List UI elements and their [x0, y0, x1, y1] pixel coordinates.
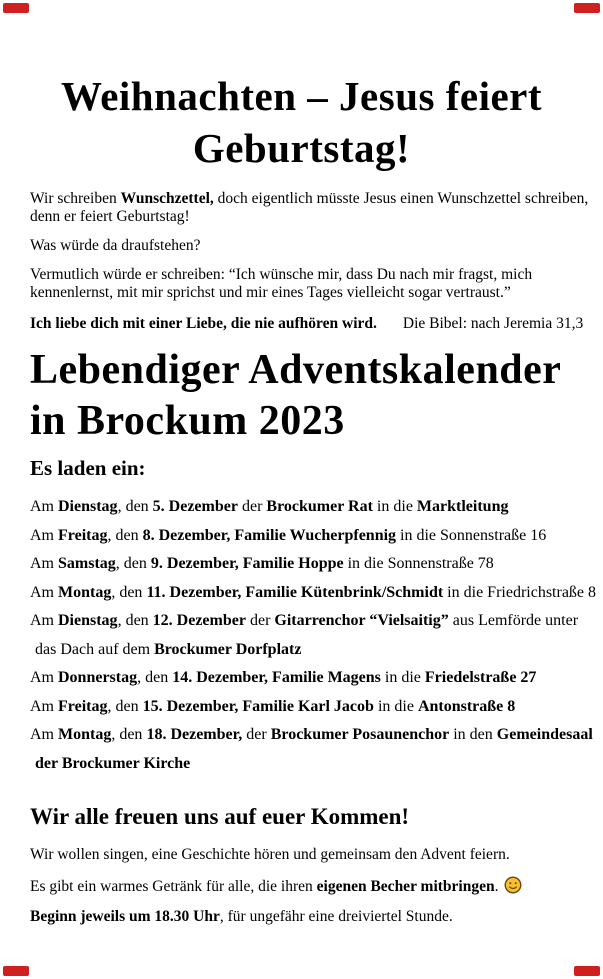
closing-line-start-time: Beginn jeweils um 18.30 Uhr, für ungefähr eine dreiviertel Stunde.	[30, 908, 453, 925]
closing-line-drink-text: Es gibt ein warmes Getränk für alle, die ihren eigenen Becher mitbringen.	[30, 878, 503, 895]
intro-section	[30, 190, 589, 333]
calendar-entry-continuation: das Dach auf dem Brockumer Dorfplatz	[35, 640, 302, 658]
corner-mark-top-left	[3, 3, 29, 13]
closing-line-drink	[30, 876, 575, 896]
corner-mark-top-right	[574, 3, 600, 13]
page-title-line-1: Weihnachten – Jesus feiert	[60, 73, 543, 119]
intro-p1-line-2: denn er feiert Geburtstag!	[30, 208, 190, 225]
intro-p1-line-1: Wir schreiben Wunschzettel, doch eigentlich müsste Jesus einen Wunschzettel schreiben,	[30, 190, 589, 207]
calendar-entries	[30, 493, 597, 778]
calendar-entry: Am Dienstag, den 12. Dezember der Gitarrenchor “Vielsaitig” aus Lemförde unter	[30, 612, 579, 629]
corner-mark-bottom-right	[574, 966, 600, 976]
calendar-entry-continuation: der Brockumer Kirche	[35, 754, 191, 772]
page-title-line-2: Geburtstag!	[192, 125, 411, 171]
bible-reference: Die Bibel: nach Jeremia 31,3	[402, 315, 584, 332]
calendar-heading-line-2: in Brockum 2023	[30, 398, 345, 444]
closing-line-sing: Wir wollen singen, eine Geschichte hören und gemeinsam den Advent feiern.	[30, 846, 510, 863]
calendar-entry: Am Freitag, den 15. Dezember, Familie Karl Jacob in die Antonstraße 8	[30, 697, 516, 715]
calendar-entry: Am Donnerstag, den 14. Dezember, Familie Magens in die Friedelstraße 27	[30, 669, 537, 686]
intro-question-line: Was würde da draufstehen?	[30, 237, 201, 254]
calendar-entry: Am Montag, den 18. Dezember, der Brockumer Posaunenchor in den Gemeindesaal	[30, 726, 593, 743]
closing-heading: Wir alle freuen uns auf euer Kommen!	[30, 804, 410, 829]
bible-verse-line	[30, 315, 584, 333]
page-title	[0, 0, 603, 174]
intro-quote-line-2: kennenlernst, mit mir sprichst und mir eines Tages vielleicht sogar vertraust.”	[30, 284, 511, 301]
corner-mark-bottom-left	[3, 966, 29, 976]
intro-paragraph-wishlist	[30, 190, 589, 226]
calendar-heading-line-1: Lebendiger Adventskalender	[30, 347, 562, 393]
calendar-entry: Am Samstag, den 9. Dezember, Familie Hoppe in die Sonnenstraße 78	[30, 555, 494, 572]
calendar-entry: Am Montag, den 11. Dezember, Familie Kütenbrink/Schmidt in die Friedrichstraße 8	[30, 583, 597, 601]
intro-paragraph-quote	[30, 266, 575, 302]
calendar-entry: Am Freitag, den 8. Dezember, Familie Wucherpfennig in die Sonnenstraße 16	[30, 526, 547, 544]
smiley-face-icon	[504, 876, 522, 894]
calendar-entry: Am Dienstag, den 5. Dezember der Brockumer Rat in die Marktleitung	[30, 498, 509, 515]
bible-verse-text: Ich liebe dich mit einer Liebe, die nie aufhören wird.	[30, 315, 377, 332]
intro-quote-line-1: Vermutlich würde er schreiben: “Ich wünsche mir, dass Du nach mir fragst, mich	[30, 266, 533, 283]
invite-label: Es laden ein:	[30, 456, 146, 480]
calendar-heading	[30, 345, 575, 447]
